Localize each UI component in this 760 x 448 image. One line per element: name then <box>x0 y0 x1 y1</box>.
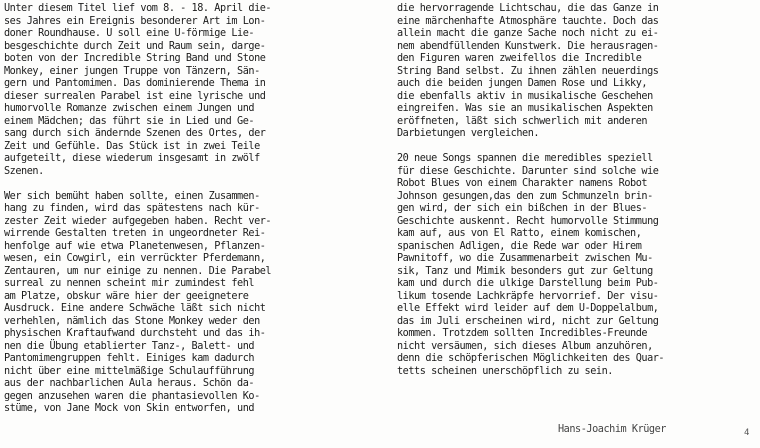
text-line: Unter diesem Titel lief vom 8. - 18. April die- <box>4 3 272 14</box>
text-line: physischen Kraftaufwand durchsteht und das ih- <box>4 328 266 339</box>
text-line: besgeschichte durch Zeit und Raum sein, darge- <box>4 40 266 52</box>
text-line: henfolge auf wie etwa Planetenwesen, Pflanzen- <box>4 240 266 252</box>
page-number: 4 <box>744 428 750 438</box>
text-line: nen die Übung etablierter Tanz-, Balett- und <box>4 340 255 352</box>
left-column-paragraph <box>4 3 376 178</box>
text-line: Robot Blues von einem Charakter namens Robot <box>397 178 648 189</box>
text-line: auch die beiden jungen Damen Rose und Likky, <box>397 78 648 89</box>
text-line: hang zu finden, wird das spätestens nach kür- <box>4 203 260 214</box>
text-line: Geschichte auskennt. Recht humorvolle Stimmung <box>397 215 659 227</box>
text-line: Zeit und Gefühle. Das Stück ist in zwei Teile <box>4 140 260 152</box>
text-line: nicht versäumen, sich dieses Album anzuhören, <box>397 340 653 352</box>
text-line: die ebenfalls aktiv in musikalische Geschehen <box>397 90 653 102</box>
text-line: surreal zu nennen scheint mir zumindest fehl <box>4 278 255 289</box>
text-line: eröffneten, läßt sich schwerlich mit anderen <box>397 115 648 127</box>
text-line: Monkey, einer jungen Truppe von Tänzern, Sän- <box>4 65 260 77</box>
text-line: nem abendfüllenden Kunstwerk. Die herausragen- <box>397 40 659 52</box>
text-line: Darbietungen vergleichen. <box>397 128 540 139</box>
text-line: elle Effekt wird leider auf dem U-Doppelalbum, <box>397 303 659 314</box>
text-line: spanischen Adligen, die Rede war oder Hirem <box>397 240 642 252</box>
text-line: den Figuren waren zweifellos die Incredible <box>397 53 642 64</box>
right-text-column <box>397 3 752 378</box>
left-column-paragraph <box>4 191 376 416</box>
text-line: aufgeteilt, diese wiederum insgesamt in zwölf <box>4 153 260 164</box>
text-line: wirrende Gestalten treten in ungeordneter Rei- <box>4 228 266 239</box>
text-line: likum tosende Lachkräpfe hervorrief. Der visu- <box>397 290 659 302</box>
text-line: stüme, von Jane Mock von Skin entworfen, und <box>4 403 255 414</box>
text-line: gern und Pantomimen. Das dominierende Thema in <box>4 78 266 89</box>
author-signature: Hans-Joachim Krüger <box>558 424 666 435</box>
text-line: eine märchenhafte Atmosphäre tauchte. Doch das <box>397 15 659 27</box>
text-line: Pantomimengruppen fehlt. Einiges kam dadurch <box>4 353 255 364</box>
text-line: allein macht die ganze Sache noch nicht zu ei- <box>397 28 659 39</box>
text-line: am Platze, obskur wäre hier der geeignetere <box>4 290 249 302</box>
text-line: humorvolle Romanze zwischen einem Jungen und <box>4 103 255 114</box>
text-line: sang durch sich ändernde Szenen des Ortes, der <box>4 128 266 139</box>
text-line: aus der nachbarlichen Aula heraus. Schön da- <box>4 378 255 389</box>
text-line: gen wird, der sich ein bißchen in der Blues- <box>397 203 648 214</box>
text-line: ses Jahres ein Ereignis besonderer Art im Lon- <box>4 15 266 27</box>
text-line: nicht über eine mittelmäßige Schulaufführung <box>4 365 255 377</box>
text-line: kam und durch die ulkige Darstellung beim Pub- <box>397 278 659 289</box>
text-line: denn die schöpferischen Möglichkeiten des Quar- <box>397 353 665 364</box>
text-line: tetts scheinen unerschöpflich zu sein. <box>397 365 613 377</box>
text-line: wesen, ein Cowgirl, ein verrückter Pferdemann, <box>4 253 266 264</box>
text-line: Johnson gesungen,das den zum Schmunzeln brin- <box>397 190 653 202</box>
text-line: Pawnitoff, wo die Zusammenarbeit zwischen Mu- <box>397 253 653 264</box>
text-line: Ausdruck. Eine andere Schwäche läßt sich nicht <box>4 303 266 314</box>
right-column-paragraph <box>397 3 752 141</box>
text-line: verhehlen, nämlich das Stone Monkey weder den <box>4 315 260 327</box>
text-line: boten von der Incredible String Band und Stone <box>4 53 266 64</box>
text-line: einem Mädchen; das führt sie in Lied und Ge- <box>4 115 255 127</box>
text-line: eingreifen. Was sie an musikalischen Aspekten <box>397 103 653 114</box>
text-line: Wer sich bemüht haben sollte, einen Zusammen- <box>4 190 260 202</box>
text-line: String Band selbst. Zu ihnen zählen neuerdings <box>397 65 659 77</box>
paragraph-spacer <box>4 178 376 191</box>
text-line: gegen anzusehen waren die phantasievollen Ko- <box>4 390 260 402</box>
text-line: zester Zeit wieder aufgegeben haben. Recht ver- <box>4 215 272 227</box>
text-line: für diese Geschichte. Darunter sind solche wie <box>397 165 659 177</box>
text-line: kam auf, aus von El Ratto, einem komischen, <box>397 228 642 239</box>
text-line: das im Juli erscheinen wird, nicht zur Geltung <box>397 315 659 327</box>
text-line: kommen. Trotzdem sollten Incredibles-Freunde <box>397 328 648 339</box>
right-column-paragraph <box>397 153 752 378</box>
text-line: sik, Tanz und Mimik besonders gut zur Geltung <box>397 265 653 277</box>
text-line: dieser surrealen Parabel ist eine lyrische und <box>4 90 266 102</box>
text-line: Zentauren, um nur einige zu nennen. Die Parabel <box>4 265 272 277</box>
text-line: Szenen. <box>4 165 44 177</box>
text-line: die hervorragende Lichtschau, die das Ganze in <box>397 3 659 14</box>
left-text-column <box>4 3 376 416</box>
text-line: doner Roundhause. U soll eine U-förmige Lie- <box>4 28 255 39</box>
paragraph-spacer <box>397 141 752 154</box>
text-line: 20 neue Songs spannen die meredibles speziell <box>397 153 653 164</box>
